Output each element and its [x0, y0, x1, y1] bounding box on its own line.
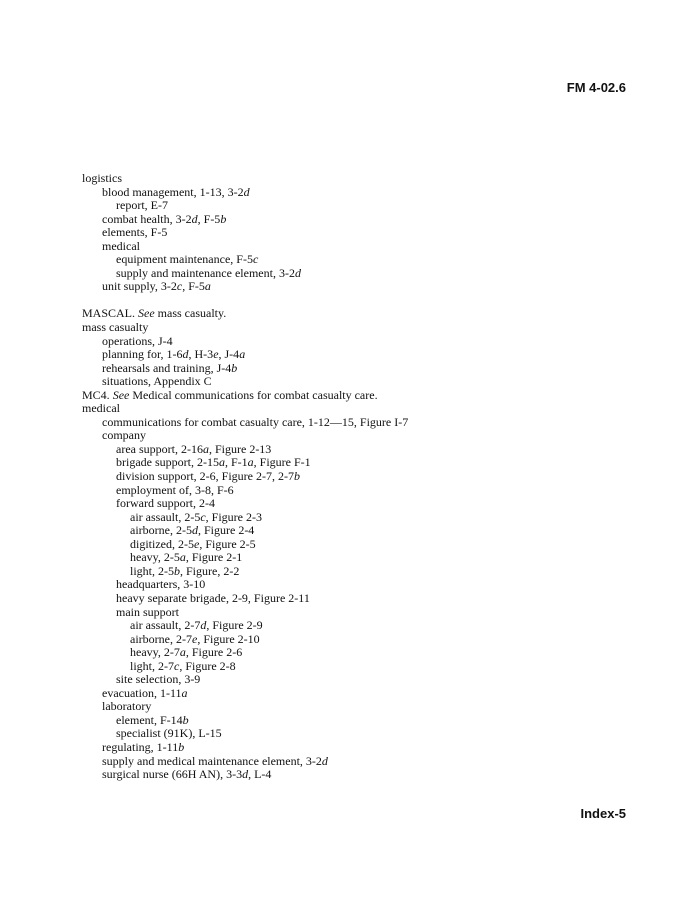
index-entry-text: headquarters, 3-10: [116, 577, 206, 592]
index-entry-level-1: [82, 280, 642, 294]
index-entry-level-2: [82, 714, 642, 728]
index-entry-text: blood management, 1-13, 3-2: [102, 184, 244, 199]
index-entry-text: , Figure 2-5: [199, 536, 256, 551]
index-entry-italic: a: [181, 685, 188, 700]
index-entry-level-3: [82, 551, 642, 565]
index-entry-italic: d: [294, 265, 301, 280]
index-entry-level-2: [82, 199, 642, 213]
index-entry-text: medical: [102, 238, 140, 253]
index-entry-text: logistics: [82, 171, 123, 185]
index-entry-italic: d: [191, 523, 198, 538]
index-entry-text: division support, 2-6, Figure 2-7, 2-7: [116, 469, 294, 484]
index-entry-level-1: [82, 700, 642, 714]
index-entry-level-1: [82, 186, 642, 200]
index-entry-italic: a: [202, 441, 209, 456]
index-entry-level-3: [82, 619, 642, 633]
index-entry-text: , Figure 2-8: [179, 658, 236, 673]
index-entry-italic: d: [321, 753, 328, 768]
index-entry-level-2: [82, 253, 642, 267]
index-entry-level-0: [82, 307, 642, 321]
index-entry-text: unit supply, 3-2: [102, 279, 177, 294]
index-entry-text: combat health, 3-2: [102, 211, 192, 226]
index-entry-text: regulating, 1-11: [102, 739, 179, 754]
index-entry-italic: c: [174, 658, 180, 673]
index-entry-text: airborne, 2-7: [130, 631, 192, 646]
index-entry-text: elements, F-5: [102, 225, 168, 240]
index-entry-italic: b: [220, 211, 227, 226]
index-entry-text: operations, J-4: [102, 333, 173, 348]
index-entry-text: airborne, 2-5: [130, 523, 192, 538]
index-entry-italic: b: [294, 469, 300, 484]
index-entry-italic: a: [239, 347, 246, 362]
index-entry-level-2: [82, 484, 642, 498]
index-entry-level-3: [82, 646, 642, 660]
index-entry-text: situations, Appendix C: [102, 374, 212, 389]
index-entry-level-2: [82, 456, 642, 470]
index-entry-text: MASCAL.: [82, 306, 139, 321]
index-entry-level-1: [82, 768, 642, 782]
index-entry-level-2: [82, 673, 642, 687]
index-entry-italic: e: [213, 347, 219, 362]
index-entry-level-1: [82, 335, 642, 349]
index-entry-level-3: [82, 565, 642, 579]
index-entry-italic: c: [252, 252, 259, 267]
index-entry-level-1: [82, 687, 642, 701]
index-entry-italic: a: [179, 550, 186, 565]
index-entry-italic: d: [191, 211, 198, 226]
index-entry-level-1: [82, 741, 642, 755]
index-entry-level-3: [82, 524, 642, 538]
index-entry-italic: b: [231, 360, 238, 375]
index-entry-text: element, F-14: [116, 712, 183, 727]
index-entry-text: , H-3: [188, 347, 214, 362]
index-entry-level-2: [82, 443, 642, 457]
index-entry-level-2: [82, 470, 642, 484]
index-entry-text: planning for, 1-6: [102, 347, 183, 362]
index-entry-text: , Figure 2-1: [185, 550, 243, 565]
index-entry-text: evacuation, 1-11: [102, 685, 182, 700]
index-entry-level-2: [82, 267, 642, 281]
index-entry-level-1: [82, 429, 642, 443]
index-entry-text: , J-4: [218, 347, 240, 362]
index-entry-italic: d: [243, 184, 250, 199]
index-entry-level-0: [82, 321, 642, 335]
index-entry-level-2: [82, 578, 642, 592]
index-entry-italic: d: [182, 347, 189, 362]
index-entry-level-1: [82, 362, 642, 376]
index-entry-italic: e: [191, 631, 198, 646]
index-entry-level-3: [82, 538, 642, 552]
index-entry-italic: See: [112, 387, 130, 402]
index-entry-text: main support: [116, 604, 179, 619]
index-entry-text: , Figure 2-3: [205, 509, 262, 524]
index-entry-level-3: [82, 660, 642, 674]
index-entry-text: , Figure 2-9: [206, 618, 263, 633]
index-entry-text: digitized, 2-5: [130, 536, 194, 551]
index-entry-text: light, 2-5: [130, 563, 174, 578]
index-entry-text: mass casualty.: [154, 306, 227, 321]
index-entry-italic: b: [174, 563, 180, 578]
index-entry-level-0: [82, 172, 642, 186]
index-entry-italic: d: [200, 618, 207, 633]
index-entry-level-3: [82, 511, 642, 525]
index-entry-text: heavy, 2-5: [130, 550, 180, 565]
index-spacer: [82, 294, 642, 308]
index-entry-text: medical: [82, 401, 120, 416]
index-entry-text: mass casualty: [82, 320, 149, 335]
index-entry-level-0: [82, 389, 642, 403]
index-entry-text: employment of, 3-8, F-6: [116, 482, 234, 497]
index-entry-text: , L-4: [248, 767, 272, 782]
index-entry-text: specialist (91K), L-15: [116, 726, 222, 741]
index-entry-italic: c: [200, 509, 206, 524]
index-entry-text: supply and maintenance element, 3-2: [116, 265, 295, 280]
index-entry-text: , F-5: [182, 279, 205, 294]
index-entry-level-2: [82, 592, 642, 606]
index-entry-text: , Figure F-1: [253, 455, 311, 470]
index-entry-level-1: [82, 416, 642, 430]
index-entry-text: , Figure 2-4: [197, 523, 255, 538]
index-entry-italic: a: [247, 455, 254, 470]
index-entry-level-2: [82, 727, 642, 741]
index-entry-text: surgical nurse (66H AN), 3-3: [102, 767, 243, 782]
index-entry-text: laboratory: [102, 699, 152, 714]
index-entry-text: area support, 2-16: [116, 441, 203, 456]
index-entry-text: report, E-7: [116, 198, 168, 213]
document-id-header: FM 4-02.6: [566, 80, 626, 95]
index-entry-text: heavy, 2-7: [130, 645, 180, 660]
index-entry-text: company: [102, 428, 146, 443]
index-entry-italic: a: [179, 645, 186, 660]
index-entry-text: forward support, 2-4: [116, 496, 215, 511]
index-entry-text: MC4.: [82, 387, 113, 402]
index-entry-level-0: [82, 402, 642, 416]
index-entry-italic: a: [218, 455, 225, 470]
index-entry-italic: a: [204, 279, 211, 294]
index-entry-italic: b: [182, 712, 189, 727]
index-entry-text: heavy separate brigade, 2-9, Figure 2-11: [116, 590, 310, 605]
index-entry-text: , F-1: [224, 455, 248, 470]
index-entry-text: air assault, 2-7: [130, 618, 201, 633]
index-entry-text: supply and medical maintenance element, 3-2: [102, 753, 322, 768]
index-entry-text: brigade support, 2-15: [116, 455, 219, 470]
index-entry-level-1: [82, 213, 642, 227]
index-entry-text: air assault, 2-5: [130, 509, 201, 524]
index-entries: [82, 172, 642, 782]
index-entry-text: light, 2-7: [130, 658, 174, 673]
index-entry-level-1: [82, 375, 642, 389]
index-entry-text: , Figure 2-13: [208, 441, 272, 456]
index-entry-text: rehearsals and training, J-4: [102, 360, 232, 375]
index-entry-level-1: [82, 226, 642, 240]
index-entry-text: equipment maintenance, F-5: [116, 252, 253, 267]
index-entry-text: site selection, 3-9: [116, 672, 201, 687]
index-entry-level-1: [82, 755, 642, 769]
page-number-footer: Index-5: [580, 806, 626, 821]
index-entry-level-2: [82, 497, 642, 511]
index-entry-italic: e: [193, 536, 200, 551]
index-entry-level-2: [82, 606, 642, 620]
index-entry-text: , Figure 2-6: [185, 645, 243, 660]
index-entry-italic: b: [178, 739, 185, 754]
index-entry-text: Medical communications for combat casualty care.: [129, 387, 378, 402]
index-entry-level-1: [82, 348, 642, 362]
index-entry-italic: See: [138, 306, 155, 321]
index-entry-italic: d: [242, 767, 249, 782]
index-entry-text: , Figure 2-10: [197, 631, 260, 646]
index-entry-text: communications for combat casualty care, 1-12—15, Figure I-7: [102, 414, 409, 429]
index-entry-italic: c: [176, 279, 183, 294]
index-entry-text: , Figure, 2-2: [180, 563, 240, 578]
index-entry-text: , F-5: [197, 211, 221, 226]
index-entry-level-1: [82, 240, 642, 254]
index-entry-level-3: [82, 633, 642, 647]
